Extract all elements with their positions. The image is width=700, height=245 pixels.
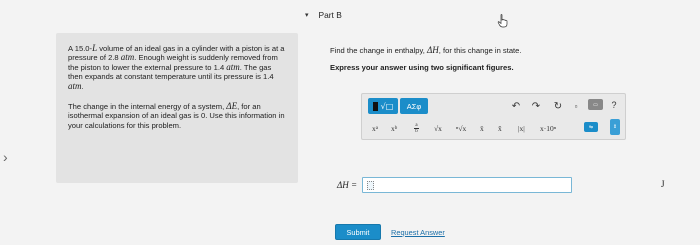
math-toolbar: [361, 93, 626, 140]
question-text: Find the change in enthalpy, ΔH, for this change in state.: [330, 45, 522, 55]
scientific-notation-button[interactable]: x·10ⁿ: [540, 123, 557, 133]
keyboard-shortcuts-button[interactable]: ▭: [588, 99, 603, 110]
answer-label: ΔH =: [337, 180, 358, 190]
hat-button[interactable]: x̂: [498, 123, 502, 133]
overbar-button[interactable]: x̄: [480, 123, 484, 133]
input-cursor-box[interactable]: [367, 181, 374, 190]
part-title[interactable]: Part B: [318, 10, 342, 20]
caret-down-icon[interactable]: ▾: [305, 12, 309, 19]
cursor-block-icon: [373, 102, 378, 111]
greek-symbols-button[interactable]: ΑΣφ: [400, 98, 428, 114]
units-label: J: [661, 179, 665, 189]
submit-button[interactable]: Submit: [335, 224, 381, 240]
vertical-template-button[interactable]: ⇕: [610, 119, 620, 135]
fraction-button[interactable]: a b: [415, 122, 418, 134]
request-answer-link[interactable]: Request Answer: [391, 228, 445, 237]
square-icon[interactable]: ▫: [574, 101, 578, 111]
subscript-button[interactable]: x b: [391, 123, 398, 133]
problem-statement: [56, 33, 298, 183]
templates-button[interactable]: [368, 98, 398, 114]
part-b-header[interactable]: [305, 10, 342, 20]
undo-icon[interactable]: ↶: [511, 100, 521, 112]
problem-paragraph-1: A 15.0-L volume of an ideal gas in a cylinder with a piston is at a pressure of 2.8 atm. Enough weight is suddenly removed from the piston to lower the external pressure to 1.4 atm. The gas then expands at constant temperature until its pressure is 1.4 atm.: [68, 43, 285, 91]
absolute-value-button[interactable]: |x|: [518, 123, 525, 133]
reset-icon[interactable]: ↻: [553, 100, 563, 112]
square-root-icon: √□: [380, 101, 394, 111]
instruction-text: Express your answer using two significant figures.: [330, 63, 514, 72]
problem-paragraph-2: The change in the internal energy of a system, ΔE, for an isothermal expansion of an ideal gas is 0. Use this information in your calculations for this problem.: [68, 101, 285, 130]
units-button[interactable]: ⇆: [584, 122, 598, 132]
answer-input[interactable]: [362, 177, 572, 193]
nth-root-button[interactable]: ⁿ√x: [456, 123, 467, 133]
superscript-button[interactable]: x a: [372, 123, 378, 133]
help-icon[interactable]: ?: [611, 100, 617, 110]
chevron-left-icon[interactable]: ›: [3, 149, 8, 165]
square-root-button[interactable]: √x: [434, 123, 442, 133]
redo-icon[interactable]: ↷: [531, 100, 541, 112]
hand-cursor-icon: [497, 14, 509, 28]
